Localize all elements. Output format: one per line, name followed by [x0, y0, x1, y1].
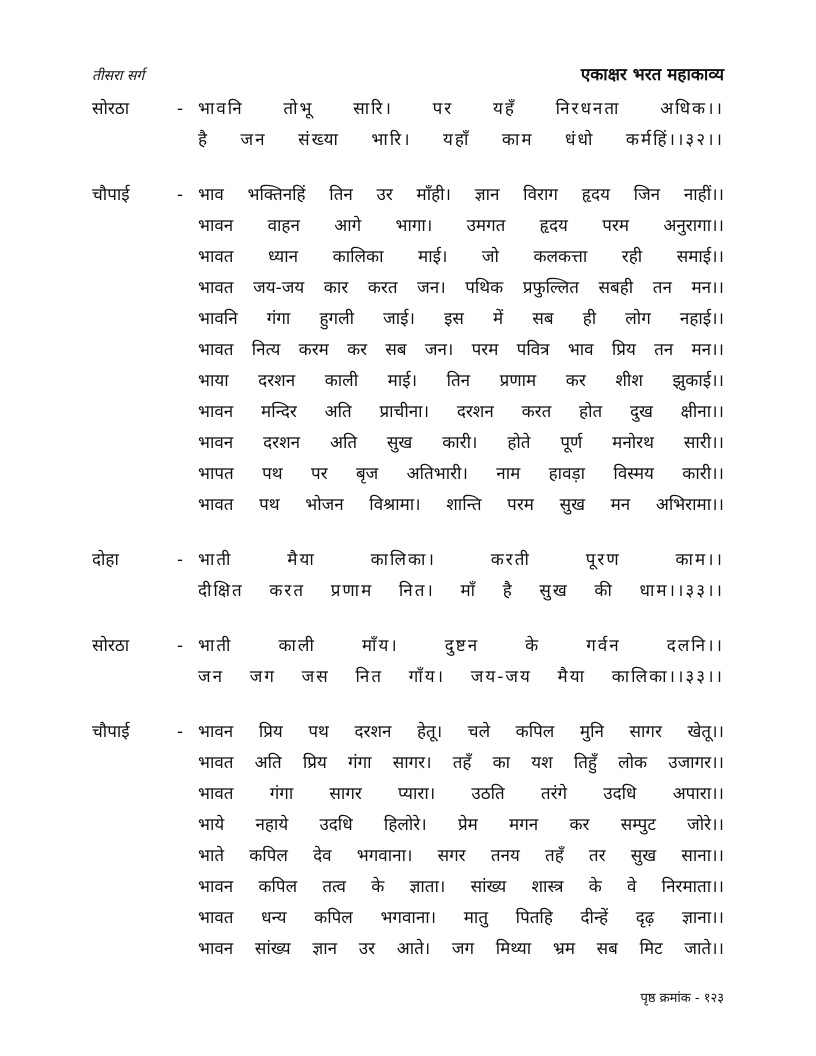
verse-line: भाते कपिल देव भगवाना। सगर तनय तहँ तर सुख साना।।: [198, 846, 724, 866]
chapter-title: तीसरा सर्ग: [92, 68, 145, 84]
verse-line: भावन सांख्य ज्ञान उर आते। जग मिथ्या भ्रम सब मिट जाते।।: [198, 939, 724, 959]
verse-line: भावत अति प्रिय गंगा सागर। तहँ का यश तिहुँ लोक उजागर।।: [198, 753, 724, 773]
verse-line: भावत नित्य करम कर सब जन। परम पवित्र भाव प्रिय तन मन।।: [198, 340, 724, 360]
verse-line: जन जग जस नित गाँय। जय-जय मैया कालिका।।३३।।: [198, 667, 724, 687]
verse-line: दीक्षित करत प्रणाम नित। माँ है सुख की धाम।।३३।।: [198, 581, 724, 601]
verse-line: भावत गंगा सागर प्यारा। उठति तरंगे उदधि अपारा।।: [198, 784, 724, 804]
page-header: [92, 62, 724, 88]
verse-line: भाये नहाये उदधि हिलोरे। प्रेम मगन कर सम्पुट जोरे।।: [198, 815, 724, 835]
verse-line: है जन संख्या भारि। यहाँ काम धंधो कर्महिं।।३२।।: [198, 130, 724, 150]
verse-line: भापत पथ पर बृज अतिभारी। नाम हावड़ा विस्मय कारी।।: [198, 464, 724, 484]
stanza-label: चौपाई: [92, 185, 130, 205]
stanza-label: चौपाई: [92, 722, 130, 742]
verse-line: भावत धन्य कपिल भगवाना। मातु पितहि दीन्हें दृढ़ ज्ञाना।।: [198, 908, 724, 928]
verse-line: भावन दरशन अति सुख कारी। होते पूर्ण मनोरथ सारी।।: [198, 433, 724, 453]
stanza-chaupai-1: [92, 180, 724, 521]
verse-line: भावन प्रिय पथ दरशन हेतू। चले कपिल मुनि सागर खेतू।।: [198, 722, 724, 742]
verse-line: भावन कपिल तत्व के ज्ञाता। सांख्य शास्त्र के वे निरमाता।।: [198, 877, 724, 897]
book-title: एकाक्षर भरत महाकाव्य: [580, 65, 724, 85]
page-number: पृष्ठ क्रमांक - १२३: [640, 991, 724, 1006]
stanza-dash: -: [176, 185, 184, 205]
verse-line: भावत पथ भोजन विश्रामा। शान्ति परम सुख मन अभिरामा।।: [198, 495, 724, 515]
stanza-sortha-2: [92, 631, 724, 693]
stanza-dash: -: [176, 722, 184, 742]
verse-line: भावन मन्दिर अति प्राचीना। दरशन करत होत दुख क्षीना।।: [198, 402, 724, 422]
stanza-dash: -: [176, 550, 184, 570]
verse-line: भावनि गंगा हुगली जाई। इस में सब ही लोग नहाई।।: [198, 309, 724, 329]
stanza-label: सोरठा: [92, 636, 130, 656]
verse-line: भाव भक्तिनहिं तिन उर माँही। ज्ञान विराग हृदय जिन नाहीं।।: [198, 185, 724, 205]
stanza-dash: -: [176, 636, 184, 656]
verse-line: भाती मैया कालिका। करती पूरण काम।।: [198, 550, 724, 570]
verse-line: भाती काली माँय। दुष्टन के गर्वन दलनि।।: [198, 636, 724, 656]
stanza-label: दोहा: [92, 550, 119, 570]
poem-body: [92, 94, 724, 989]
stanza-label: सोरठा: [92, 99, 130, 119]
verse-line: भावत ध्यान कालिका माई। जो कलकत्ता रही समाई।।: [198, 247, 724, 267]
verse-line: भाया दरशन काली माई। तिन प्रणाम कर शीश झुकाई।।: [198, 371, 724, 391]
stanza-doha: [92, 545, 724, 607]
stanza-chaupai-2: [92, 717, 724, 965]
verse-line: भावनि तोभू सारि। पर यहँ निरधनता अधिक।।: [198, 99, 724, 119]
verse-line: भावन वाहन आगे भागा। उमगत हृदय परम अनुरागा।।: [198, 216, 724, 236]
stanza-sortha-1: [92, 94, 724, 156]
stanza-dash: -: [176, 99, 184, 119]
verse-line: भावत जय-जय कार करत जन। पथिक प्रफुल्लित सबही तन मन।।: [198, 278, 724, 298]
